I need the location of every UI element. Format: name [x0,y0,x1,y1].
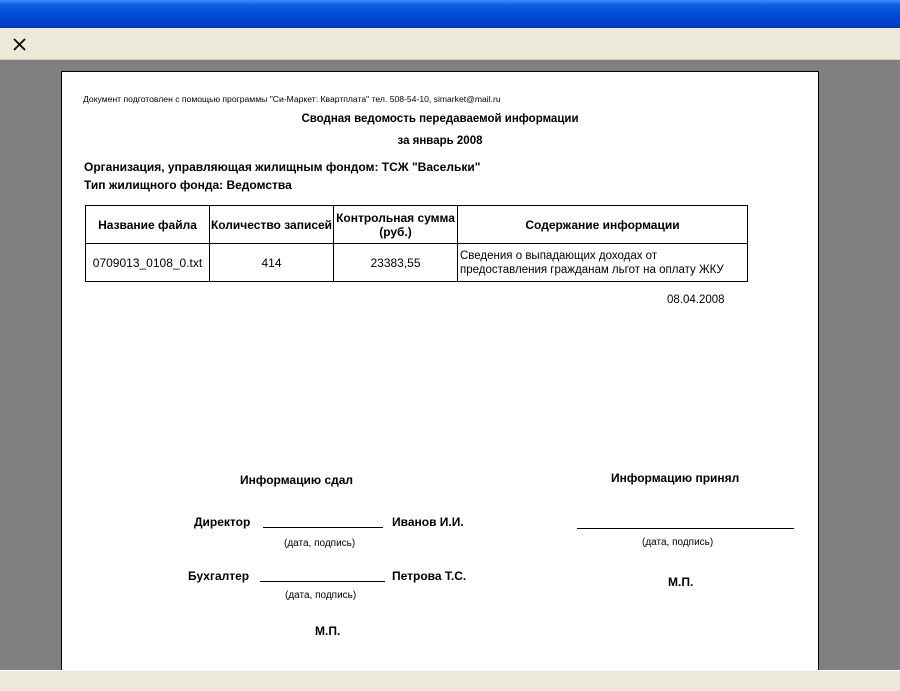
report-viewer[interactable] [0,60,900,670]
accountant-signature-caption: (дата, подпись) [285,590,357,601]
report-date: 08.04.2008 [667,294,725,306]
status-bar [0,670,900,691]
close-icon [8,33,30,55]
report-page [61,71,819,676]
receiver-signature-line [577,528,794,529]
close-button[interactable] [8,33,30,55]
receiver-signature-caption: (дата, подпись) [642,537,714,548]
table-header-row [86,206,748,244]
director-signature-line [263,527,383,528]
accountant-name: Петрова Т.С. [392,569,467,583]
cell-file-name: 0709013_0108_0.txt [86,244,210,282]
cell-content: Сведения о выпадающих доходах от предоставления гражданам льгот на оплату ЖКУ [458,244,748,282]
files-table [85,205,748,282]
received-heading: Информацию принял [611,471,740,485]
document-note: Документ подготовлен с помощью программы "Си-Маркет: Квартплата" тел. 508-54-10, simarket@mail.ru [83,94,501,104]
director-label: Директор [194,515,251,529]
cell-checksum: 23383,55 [334,244,458,282]
header-file-name: Название файла [86,206,210,244]
window-titlebar [0,0,900,28]
header-checksum: Контрольная сумма (руб.) [334,206,458,244]
viewer-toolbar [0,28,900,60]
director-name: Иванов И.И. [392,515,464,529]
table-row [86,244,748,282]
header-content: Содержание информации [458,206,748,244]
document-title: Сводная ведомость передаваемой информации [301,113,579,125]
header-record-count: Количество записей [210,206,334,244]
fund-type-line: Тип жилищного фонда: Ведомства [84,178,292,192]
accountant-label: Бухгалтер [188,569,250,583]
director-signature-caption: (дата, подпись) [284,538,356,549]
receiver-stamp-label: М.П. [668,575,694,589]
document-period: за январь 2008 [397,135,483,147]
sender-stamp-label: М.П. [315,624,341,638]
accountant-signature-line [260,581,385,582]
cell-record-count: 414 [210,244,334,282]
organization-line: Организация, управляющая жилищным фондом: ТСЖ "Васельки" [84,160,481,174]
handed-over-heading: Информацию сдал [240,473,354,487]
